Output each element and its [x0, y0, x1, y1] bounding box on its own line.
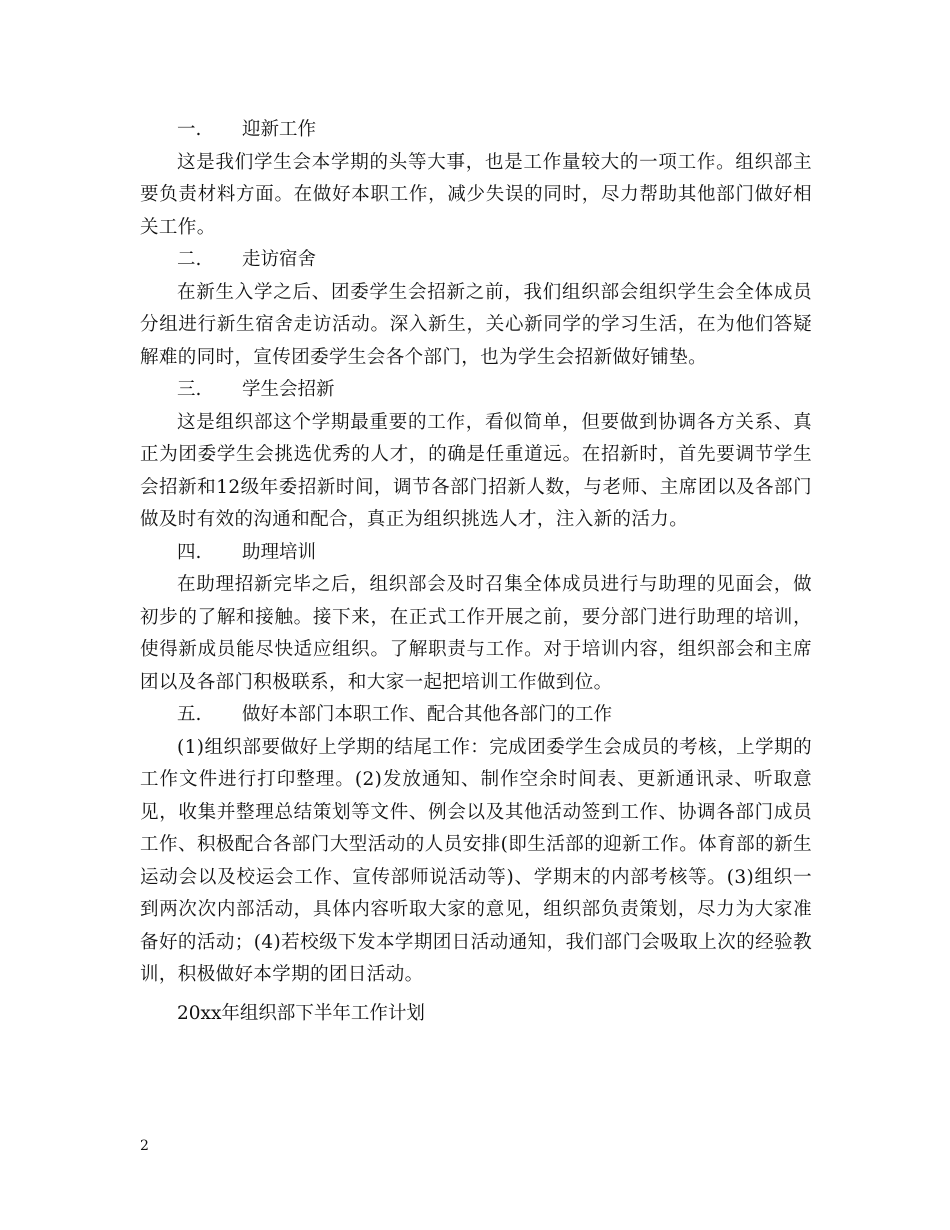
section-title: 学生会招新 [242, 379, 335, 400]
section-title: 助理培训 [242, 541, 317, 563]
section-number: 四. [177, 541, 202, 563]
section-title: 走访宿舍 [242, 249, 317, 270]
section-number: 二. [177, 249, 202, 270]
section-number: 一. [177, 119, 202, 140]
section-heading-1 [140, 114, 812, 147]
page-number: 2 [140, 1138, 149, 1154]
section-body-5: (1)组织部要做好上学期的结尾工作：完成团委学生会成员的考核，上学期的工作文件进行打印整理。(2)发放通知、制作空余时间表、更新通讯录、听取意见，收集并整理总结策划等文件、例会以及其他活动签到工作、协调各部门成员工作、积极配合各部门大型活动的人员安排(即生活部的迎新工作。体育部的新生运动会以及校运会工作、宣传部师说活动等)、学期末的内部考核等。(3)组织一到两次次内部活动，具体内容听取大家的意见，组织部负责策划，尽力为大家准备好的活动；(4)若校级下发本学期团日活动通知，我们部门会吸取上次的经验教训，积极做好本学期的团日活动。 [140, 736, 812, 985]
section-body-3: 这是组织部这个学期最重要的工作，看似简单，但要做到协调各方关系、真正为团委学生会挑选优秀的人才，的确是任重道远。在招新时，首先要调节学生会招新和12级年委招新时间，调节各部门招新人数，与老师、主席团以及各部门做及时有效的沟通和配合，真正为组织挑选人才，注入新的活力。 [140, 411, 812, 530]
section-number: 三. [177, 379, 202, 400]
document-body [140, 114, 812, 1030]
section-heading-4 [140, 537, 812, 570]
section-heading-3 [140, 374, 812, 407]
section-title: 迎新工作 [242, 119, 317, 140]
section-number: 五. [177, 704, 202, 725]
section-body-1: 这是我们学生会本学期的头等大事，也是工作量较大的一项工作。组织部主要负责材料方面。在做好本职工作，减少失误的同时，尽力帮助其他部门做好相关工作。 [140, 151, 812, 238]
section-body-2: 在新生入学之后、团委学生会招新之前，我们组织部会组织学生会全体成员分组进行新生宿舍走访活动。深入新生，关心新同学的学习生活，在为他们答疑解难的同时，宣传团委学生会各个部门，也为学生会招新做好铺垫。 [140, 281, 812, 368]
section-heading-5 [140, 699, 812, 732]
section-body-4: 在助理招新完毕之后，组织部会及时召集全体成员进行与助理的见面会，做初步的了解和接触。接下来，在正式工作开展之前，要分部门进行助理的培训，使得新成员能尽快适应组织。了解职责与工作。对于培训内容，组织部会和主席团以及各部门积极联系，和大家一起把培训工作做到位。 [140, 574, 812, 693]
section-heading-2 [140, 244, 812, 277]
section-title: 做好本部门本职工作、配合其他各部门的工作 [242, 704, 613, 725]
closing-line: 20xx年组织部下半年工作计划 [177, 1002, 425, 1024]
